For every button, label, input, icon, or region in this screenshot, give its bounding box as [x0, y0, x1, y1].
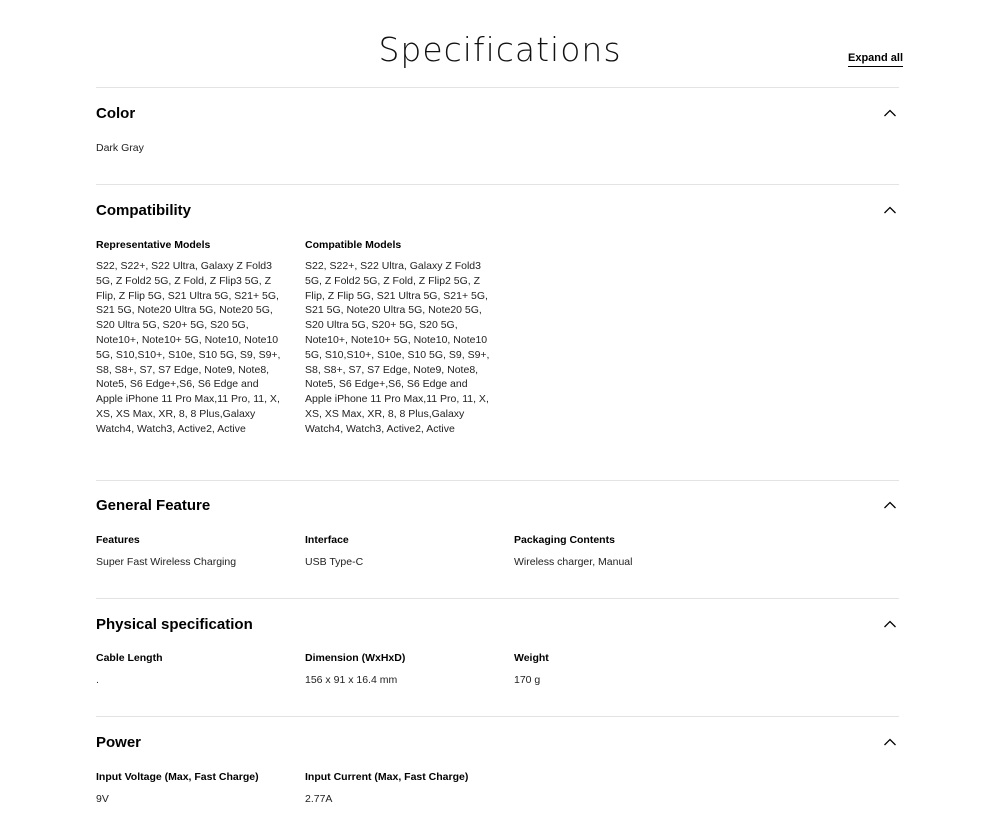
spec-label: Input Current (Max, Fast Charge): [305, 771, 469, 783]
spec-value: S22, S22+, S22 Ultra, Galaxy Z Fold3 5G, Z Fold2 5G, Z Fold, Z Flip2 5G, Z Flip, Z Flip 5G, S21 Ultra 5G, S21+ 5G, S21 5G, Note20 Ultra 5G, Note20 5G, S20 Ultra 5G, S20+ 5G, S20 5G, Note10+, Note10+ 5G, Note10, Note10 5G, S10,S10+, S10e, S10 5G, S9, S9+, S8, S8+, S7, S7 Edge, Note9, Note8, Note5, S6 Edge+,S6, S6 Edge and Apple iPhone 11 Pro Max,11 Pro, 11, X, XS, XS Max, XR, 8, 8 Plus,Galaxy Watch4, Watch3, Active2, Active: [305, 260, 490, 435]
section-title-color[interactable]: Color: [96, 105, 136, 122]
spec-features: [96, 533, 281, 570]
chevron-up-icon[interactable]: [883, 619, 897, 629]
spec-value: S22, S22+, S22 Ultra, Galaxy Z Fold3 5G, Z Fold2 5G, Z Fold, Z Flip3 5G, Z Flip, Z Flip 5G, S21 Ultra 5G, S21+ 5G, S21 5G, Note20 Ultra 5G, Note20 5G, S20 Ultra 5G, S20+ 5G, S20 5G, Note10+, Note10+ 5G, Note10, Note10 5G, S10,S10+, S10e, S10 5G, S9, S9+, S8, S8+, S7, S7 Edge, Note9, Note8, Note5, S6 Edge+,S6, S6 Edge and Apple iPhone 11 Pro Max,11 Pro, 11, X, XS, XS Max, XR, 8, 8 Plus,Galaxy Watch4, Watch3, Active2, Active: [96, 260, 281, 435]
chevron-up-icon[interactable]: [883, 500, 897, 510]
divider: [96, 184, 899, 185]
spec-interface: [305, 533, 490, 570]
color-value: Dark Gray: [96, 142, 144, 154]
spec-label: Dimension (WxHxD): [305, 652, 406, 664]
spec-value: 2.77A: [305, 793, 333, 805]
spec-dimension: [305, 651, 490, 688]
chevron-up-icon[interactable]: [883, 205, 897, 215]
spec-label: Interface: [305, 534, 349, 546]
spec-input-current: [305, 770, 490, 807]
spec-label: Compatible Models: [305, 239, 402, 251]
spec-value: USB Type-C: [305, 556, 364, 568]
divider: [96, 598, 899, 599]
spec-representative-models: [96, 238, 281, 437]
page-title: Specifications: [378, 30, 622, 69]
spec-label: Weight: [514, 652, 549, 664]
spec-value: Wireless charger, Manual: [514, 556, 633, 568]
spec-packaging-contents: [514, 533, 714, 570]
spec-cable-length: [96, 651, 281, 688]
spec-label: Input Voltage (Max, Fast Charge): [96, 771, 259, 783]
divider: [96, 716, 899, 717]
section-title-compatibility[interactable]: Compatibility: [96, 202, 192, 219]
spec-label: Cable Length: [96, 652, 163, 664]
section-title-general-feature[interactable]: General Feature: [96, 497, 211, 514]
divider: [96, 87, 899, 88]
spec-value: 156 x 91 x 16.4 mm: [305, 674, 398, 686]
spec-value: 170 g: [514, 674, 541, 686]
divider: [96, 480, 899, 481]
spec-value: 9V: [96, 793, 109, 805]
spec-input-voltage: [96, 770, 281, 807]
spec-compatible-models: [305, 238, 490, 437]
spec-value: .: [96, 674, 99, 686]
chevron-up-icon[interactable]: [883, 737, 897, 747]
spec-label: Packaging Contents: [514, 534, 615, 546]
spec-label: Features: [96, 534, 140, 546]
expand-all-button[interactable]: Expand all: [848, 52, 903, 67]
section-title-power[interactable]: Power: [96, 734, 142, 751]
section-title-physical-specification[interactable]: Physical specification: [96, 616, 253, 633]
spec-value: Super Fast Wireless Charging: [96, 556, 237, 568]
chevron-up-icon[interactable]: [883, 108, 897, 118]
spec-weight: [514, 651, 714, 688]
spec-label: Representative Models: [96, 239, 211, 251]
